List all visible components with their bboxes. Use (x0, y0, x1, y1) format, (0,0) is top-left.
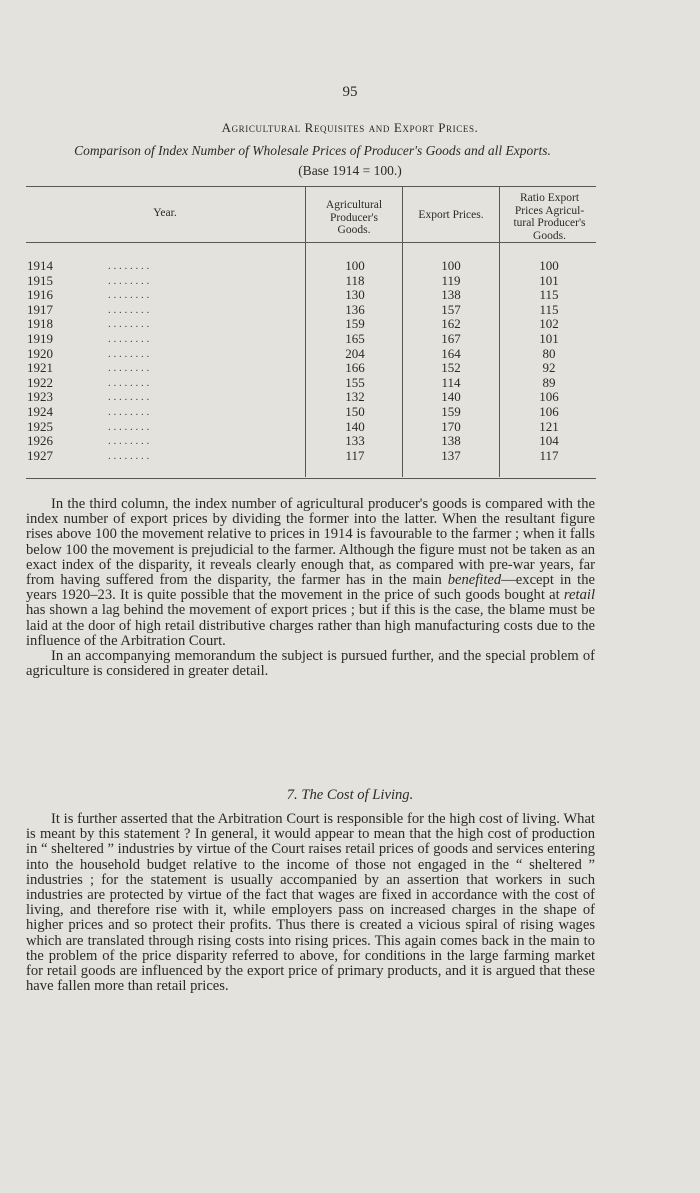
table-subtitle: Comparison of Index Number of Wholesale Prices of Producer's Goods and all Exports. (74, 143, 551, 158)
export-cell: 137 (441, 447, 461, 463)
agricultural-cell: 204 (345, 345, 365, 361)
header-year: Year. (153, 207, 177, 219)
year-cell: 1916 (27, 287, 53, 303)
agricultural-cell: 150 (345, 404, 365, 419)
agricultural-cell: 117 (345, 447, 365, 463)
header-ratio-line: tural Producer's (513, 217, 586, 229)
export-cell: 140 (441, 389, 461, 405)
table-top-rule (26, 186, 596, 187)
year-cell: 1923 (27, 389, 53, 405)
header-agricultural-line: Goods. (337, 224, 371, 236)
table-row (0, 390, 700, 405)
header-ratio-line: Prices Agricul- (514, 204, 585, 217)
agricultural-cell: 132 (345, 389, 365, 405)
agricultural-cell: 130 (345, 287, 365, 303)
header-agricultural-line: Producer's (329, 211, 379, 224)
table-row (0, 434, 700, 449)
ratio-cell: 104 (539, 433, 559, 449)
agricultural-cell: 136 (345, 301, 365, 317)
ratio-cell: 117 (539, 447, 559, 463)
paragraph-cost-of-living: It is further asserted that the Arbitration Court is responsible for the high cost of living. What is meant by this statement ? In general, it would appear to mean that the high cost of production in “ sheltered ” industries by virtue of the Court raises retail prices of goods and services entering into the household budget relative to the income of those not engaged in the “ sheltered ” industries ; for the statement is usually accompanied by an assertion that workers in such industries are protected by virtue of the fact that wages are fixed in accordance with the cost of living, and therefore rise with it, while employers pass on increased charges in the shape of higher prices and so protect their profits. Thus there is created a vicious spiral of rising wages which are translated through rising costs into rising prices. This again comes back in the main to the problem of the price disparity referred to above, for conditions in the large farming market for retail goods are influenced by the export price of primary products, and it is argued that these have fallen more than retail prices. (26, 811, 595, 995)
year-cell: 1920 (27, 345, 53, 361)
header-export: Export Prices. (418, 209, 484, 221)
agricultural-cell: 155 (345, 374, 365, 390)
table-row (0, 361, 700, 376)
agricultural-cell: 159 (345, 316, 365, 332)
table-row (0, 317, 700, 332)
ratio-cell: 80 (542, 345, 556, 361)
year-cell: 1922 (27, 374, 53, 390)
ratio-cell: 92 (542, 360, 556, 376)
table-row (0, 259, 700, 274)
export-cell: 162 (441, 316, 461, 332)
agricultural-cell: 100 (345, 258, 365, 273)
ratio-cell: 121 (539, 418, 559, 434)
paragraph-text: In the third column, the index number of agricultural producer's goods is compared with the index number of export prices by dividing the former into the latter. When the resultant figure rises above 100 the movement relative to prices in 1914 is favourable to the farmer ; when it falls below 100 the movement is prejudicial to the farmer. Although the figure must not be taken as an exact index of the disparity, it reveals clearly enough that, as compared with pre-war years, far from having suffered from the disparity, the farmer has in the main (26, 496, 595, 589)
header-agricultural-line: Agricultural (325, 199, 383, 211)
paragraph-memorandum: In an accompanying memorandum the subject is pursued further, and the special problem of agriculture is considered in greater detail. (26, 648, 595, 680)
page-number: 95 (342, 84, 358, 100)
ratio-cell: 115 (539, 301, 559, 317)
leader-dots: . . . . . . . . (108, 274, 150, 287)
leader-dots: . . . . . . . . (108, 435, 150, 448)
table-base-note: (Base 1914 = 100.) (298, 163, 402, 178)
table-row (0, 303, 700, 318)
table-row (0, 274, 700, 289)
leader-dots: . . . . . . . . (108, 362, 150, 375)
body-text-upper (26, 497, 595, 679)
leader-dots: . . . . . . . . (108, 289, 150, 302)
leader-dots: . . . . . . . . (108, 406, 150, 418)
section-heading: 7. The Cost of Living. (286, 787, 414, 803)
export-cell: 167 (441, 331, 461, 346)
ratio-cell: 115 (539, 287, 559, 303)
leader-dots: . . . . . . . . (108, 318, 150, 331)
year-cell: 1925 (27, 418, 53, 434)
year-cell: 1919 (27, 331, 53, 346)
table-bottom-rule (26, 478, 596, 479)
year-cell: 1915 (27, 272, 53, 288)
year-cell: 1918 (27, 316, 53, 332)
leader-dots: . . . . . . . . (108, 347, 150, 360)
body-text-lower (26, 812, 595, 994)
header-ratio-line: Ratio Export (519, 192, 580, 204)
ratio-cell: 100 (539, 258, 559, 273)
export-cell: 119 (441, 272, 461, 288)
leader-dots: . . . . . . . . (108, 420, 150, 433)
leader-dots: . . . . . . . . (108, 303, 150, 316)
table-row (0, 405, 700, 420)
export-cell: 157 (441, 301, 461, 317)
export-cell: 138 (441, 433, 461, 449)
year-cell: 1921 (27, 360, 53, 376)
paragraph-disparity (26, 497, 595, 649)
leader-dots: . . . . . . . . (108, 449, 150, 462)
export-cell: 138 (441, 287, 461, 303)
year-cell: 1926 (27, 433, 53, 449)
leader-dots: . . . . . . . . (108, 391, 150, 404)
year-cell: 1924 (27, 404, 53, 419)
agricultural-cell: 165 (345, 331, 365, 346)
year-cell: 1927 (27, 447, 53, 463)
export-cell: 152 (441, 360, 461, 376)
agricultural-cell: 118 (345, 272, 365, 288)
table-row (0, 449, 700, 464)
export-cell: 114 (441, 374, 461, 390)
leader-dots: . . . . . . . . (108, 376, 150, 389)
year-cell: 1914 (27, 258, 53, 273)
ratio-cell: 106 (539, 404, 559, 419)
agricultural-cell: 133 (345, 433, 365, 449)
ratio-cell: 89 (542, 374, 556, 390)
table-row (0, 376, 700, 391)
ratio-cell: 106 (539, 389, 559, 405)
ratio-cell: 101 (539, 331, 559, 346)
agricultural-cell: 166 (345, 360, 365, 376)
leader-dots: . . . . . . . . (108, 333, 150, 345)
paragraph-text: —except in the years 1920–23. It is quite possible that the movement in the price of such goods bought at (26, 572, 595, 604)
table-header-rule (26, 242, 596, 243)
leader-dots: . . . . . . . . (108, 260, 150, 272)
export-cell: 170 (441, 418, 461, 434)
export-cell: 159 (441, 404, 461, 419)
emphasis-text: retail (563, 587, 595, 604)
emphasis-text: benefited (447, 572, 502, 589)
export-cell: 164 (441, 345, 461, 361)
export-cell: 100 (441, 258, 461, 273)
table-row (0, 288, 700, 303)
table-title: Agricultural Requisites and Export Prices. (221, 120, 479, 135)
ratio-cell: 102 (539, 316, 559, 332)
header-ratio-line: Goods. (533, 229, 566, 242)
paragraph-text: has shown a lag behind the movement of export prices ; but if this is the case, the blame must be laid at the door of high retail distributive charges rather than high manufacturing costs due to the influence of the Arbitration Court. (26, 602, 595, 649)
table-row (0, 332, 700, 347)
agricultural-cell: 140 (345, 418, 365, 434)
table-row (0, 420, 700, 435)
year-cell: 1917 (27, 301, 53, 317)
table-row (0, 347, 700, 362)
ratio-cell: 101 (539, 272, 559, 288)
